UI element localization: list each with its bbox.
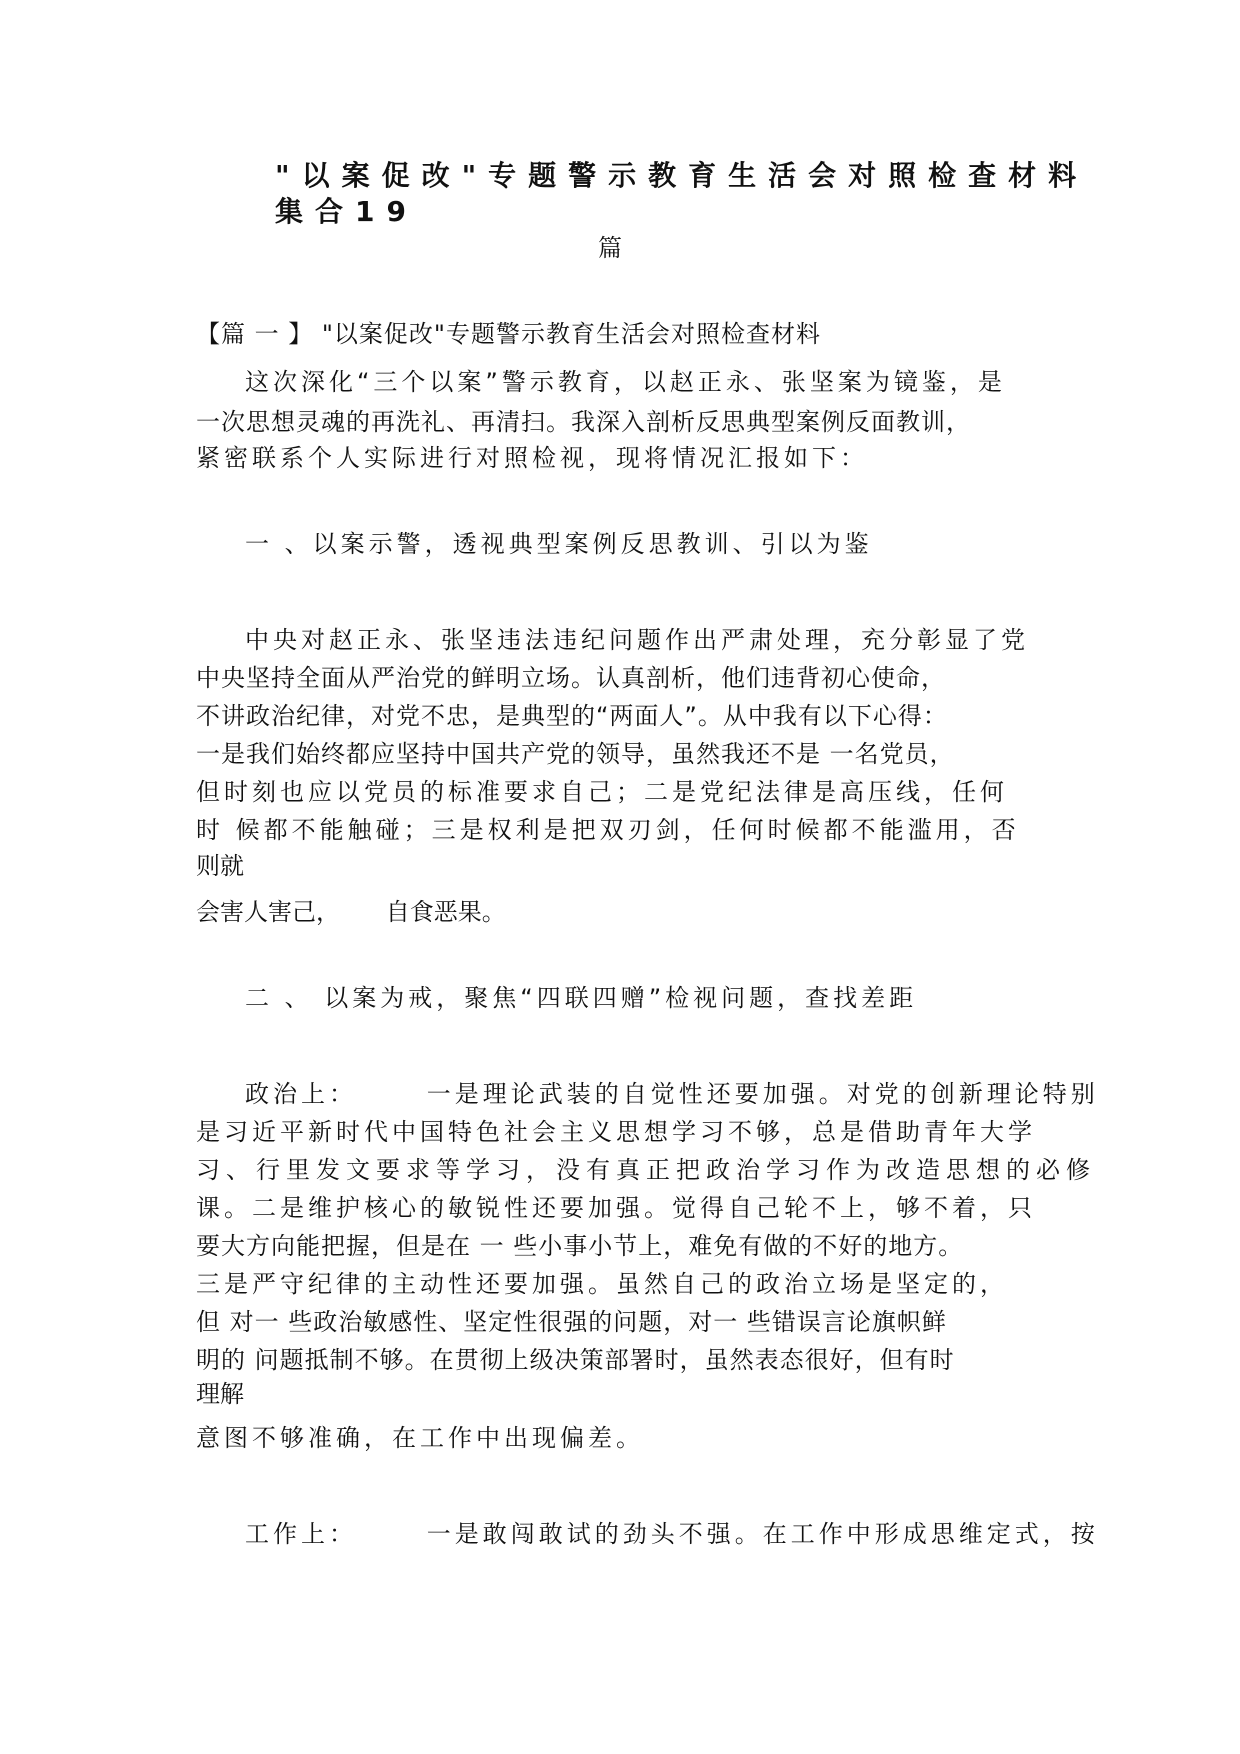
intro-line: 紧密联系个人实际进行对照检视，现将情况汇报如下： xyxy=(196,444,868,472)
politics-line: 意图不够准确，在工作中出现偏差。 xyxy=(196,1424,644,1452)
section1-line: 时 候都不能触碰；三是权利是把双刃剑，任何时候都不能滥用，否 xyxy=(196,816,1020,844)
politics-line: 习、行里发文要求等学习，没有真正把政治学习作为改造思想的必修 xyxy=(196,1156,1096,1184)
title-line-1: "以案促改"专题警示教育生活会对照检查材料 xyxy=(275,159,1089,192)
section1-line: 中央对赵正永、张坚违法违纪问题作出严肃处理，充分彰显了党 xyxy=(245,626,1029,654)
politics-line: 课。二是维护核心的敏锐性还要加强。觉得自己轮不上，够不着，只 xyxy=(196,1194,1036,1222)
intro-line: 这次深化“三个以案”警示教育，以赵正永、张坚案为镜鉴，是 xyxy=(245,368,1006,396)
politics-line: 是习近平新时代中国特色社会主义思想学习不够，总是借助青年大学 xyxy=(196,1118,1036,1146)
politics-line: 但 对一 些政治敏感性、坚定性很强的问题，对一 些错误言论旗帜鲜 xyxy=(196,1308,947,1336)
section1-line: 则就 xyxy=(196,852,244,880)
politics-line: 理解 xyxy=(196,1380,244,1408)
politics-line: 明的 问题抵制不够。在贯彻上级决策部署时，虽然表态很好，但有时 xyxy=(196,1346,955,1374)
chapter-heading: 【篇 一 】 "以案促改"专题警示教育生活会对照检查材料 xyxy=(196,320,821,348)
politics-line: 三是严守纪律的主动性还要加强。虽然自己的政治立场是坚定的， xyxy=(196,1270,1008,1298)
work-line: 工作上： 一是敢闯敢试的劲头不强。在工作中形成思维定式，按 xyxy=(245,1520,1099,1548)
section1-line: 中央坚持全面从严治党的鲜明立场。认真剖析，他们违背初心使命， xyxy=(196,664,946,692)
title-line-3: 篇 xyxy=(598,234,622,262)
section-heading-2: 二 、 以案为戒，聚焦“四联四赠”检视问题，查找差距 xyxy=(245,984,918,1012)
section1-line: 一是我们始终都应坚持中国共产党的领导，虽然我还不是 一名党员， xyxy=(196,740,955,768)
section-heading-1: 一 、以案示警，透视典型案例反思教训、引以为鉴 xyxy=(245,530,873,558)
politics-line: 要大方向能把握，但是在 一 些小事小节上，难免有做的不好的地方。 xyxy=(196,1232,964,1260)
section1-line: 不讲政治纪律，对党不忠，是典型的“两面人”。从中我有以下心得： xyxy=(196,702,948,730)
section1-line: 会害人害己， 自食恶果。 xyxy=(196,898,506,926)
politics-line: 政治上： 一是理论武装的自觉性还要加强。对党的创新理论特别 xyxy=(245,1080,1099,1108)
intro-line: 一次思想灵魂的再洗礼、再清扫。我深入剖析反思典型案例反面教训， xyxy=(196,408,971,436)
title-line-2: 集合19 xyxy=(275,195,418,228)
document-title xyxy=(275,158,1089,230)
section1-line: 但时刻也应以党员的标准要求自己；二是党纪法律是高压线，任何 xyxy=(196,778,1008,806)
